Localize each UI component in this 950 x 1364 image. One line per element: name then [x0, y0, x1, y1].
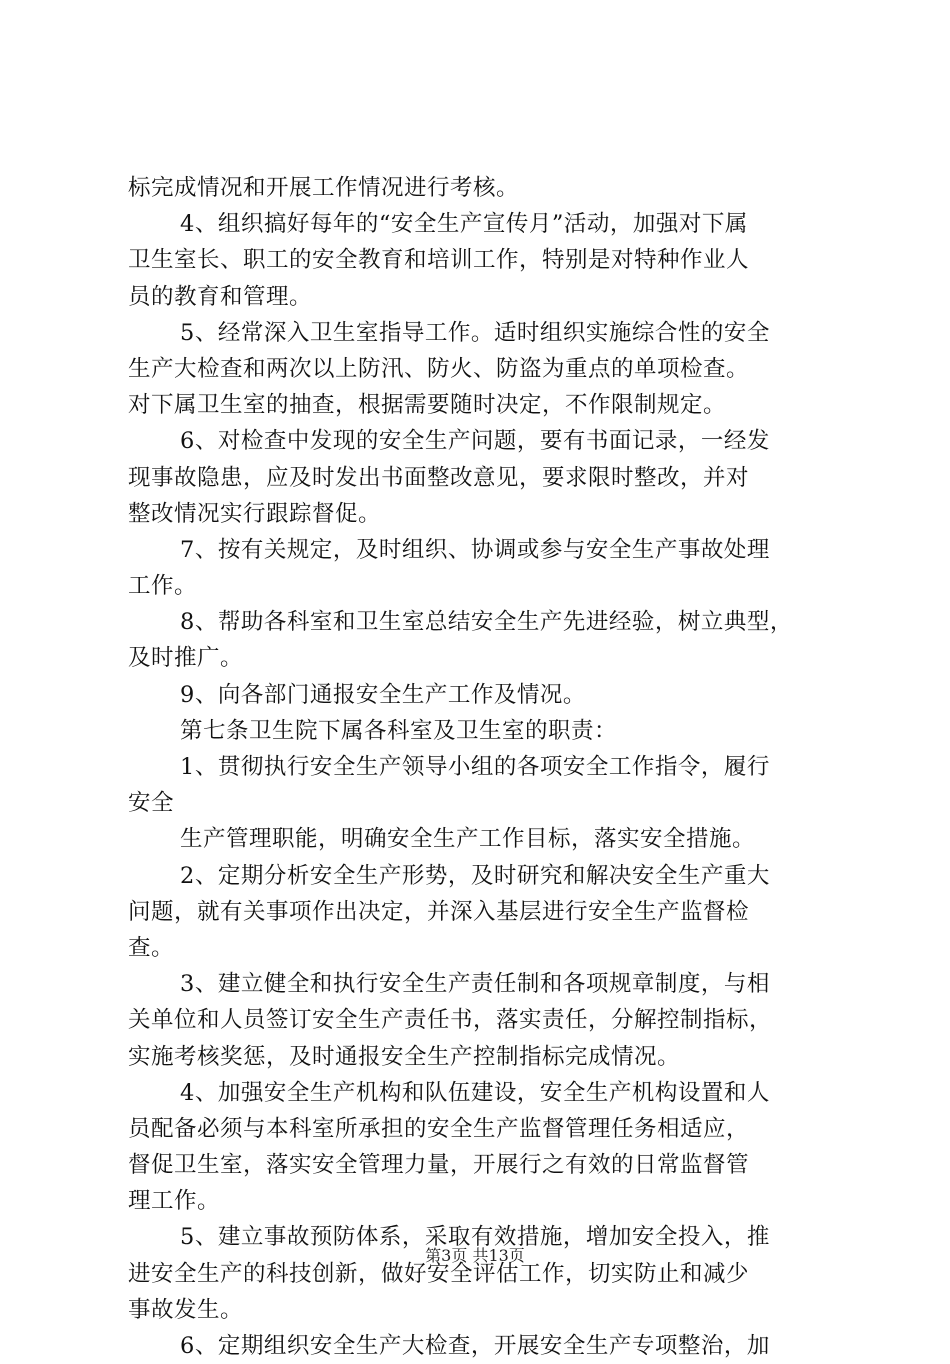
text-line: 实施考核奖惩，及时通报安全生产控制指标完成情况。: [128, 1043, 681, 1070]
text-line: 安全: [128, 790, 175, 817]
text-line: 标完成情况和开展工作情况进行考核。: [128, 175, 520, 201]
document-body: [128, 170, 834, 1364]
text-line: 2、定期分析安全生产形势，及时研究和解决安全生产重大: [180, 862, 770, 889]
text-line: 关单位和人员签订安全生产责任书，落实责任，分解控制指标，: [128, 1007, 773, 1034]
text-line: 进安全生产的科技创新，做好安全评估工作，切实防止和减少: [128, 1260, 750, 1287]
text-line: 现事故隐患，应及时发出书面整改意见，要求限时整改，并对: [128, 464, 750, 491]
text-line: 5、经常深入卫生室指导工作。适时组织实施综合性的安全: [180, 319, 770, 346]
text-line: 对下属卫生室的抽查，根据需要随时决定，不作限制规定。: [128, 392, 727, 419]
text-line: 督促卫生室，落实安全管理力量，开展行之有效的日常监督管: [128, 1152, 750, 1179]
text-line: 事故发生。: [128, 1296, 244, 1323]
text-line: 工作。: [128, 573, 198, 600]
text-line: 3、建立健全和执行安全生产责任制和各项规章制度，与相: [180, 971, 770, 998]
page-footer: 第3页 共13页: [425, 1246, 525, 1265]
text-line: 整改情况实行跟踪督促。: [128, 500, 382, 527]
text-line: 查。: [128, 934, 175, 961]
text-line: 问题，就有关事项作出决定，并深入基层进行安全生产监督检: [128, 898, 750, 925]
text-line: 4、加强安全生产机构和队伍建设，安全生产机构设置和人: [180, 1079, 770, 1106]
text-line: 1、贯彻执行安全生产领导小组的各项安全工作指令，履行: [180, 754, 770, 780]
text-line: 9、向各部门通报安全生产工作及情况。: [180, 681, 586, 708]
text-line: 理工作。: [128, 1188, 221, 1215]
text-line: 6、对检查中发现的安全生产问题，要有书面记录，一经发: [180, 428, 770, 455]
text-line: 生产大检查和两次以上防汛、防火、防盗为重点的单项检查。: [128, 355, 750, 382]
text-line: 7、按有关规定，及时组织、协调或参与安全生产事故处理: [180, 536, 770, 563]
text-line: 8、帮助各科室和卫生室总结安全生产先进经验，树立典型，: [180, 609, 793, 636]
text-line: 5、建立事故预防体系，采取有效措施，增加安全投入，推: [180, 1224, 770, 1251]
text-line: 及时推广。: [128, 645, 244, 672]
text-line: 员的教育和管理。: [128, 283, 313, 310]
text-line: 员配备必须与本科室所承担的安全生产监督管理任务相适应，: [128, 1115, 750, 1142]
text-line: 6、定期组织安全生产大检查，开展安全生产专项整治，加: [180, 1333, 770, 1359]
text-line: 生产管理职能，明确安全生产工作目标，落实安全措施。: [180, 826, 756, 853]
text-line: 4、组织搞好每年的“安全生产宣传月”活动，加强对下属: [180, 211, 748, 238]
text-line: 第七条卫生院下属各科室及卫生室的职责：: [180, 717, 618, 744]
text-line: 卫生室长、职工的安全教育和培训工作，特别是对特种作业人: [128, 247, 750, 274]
